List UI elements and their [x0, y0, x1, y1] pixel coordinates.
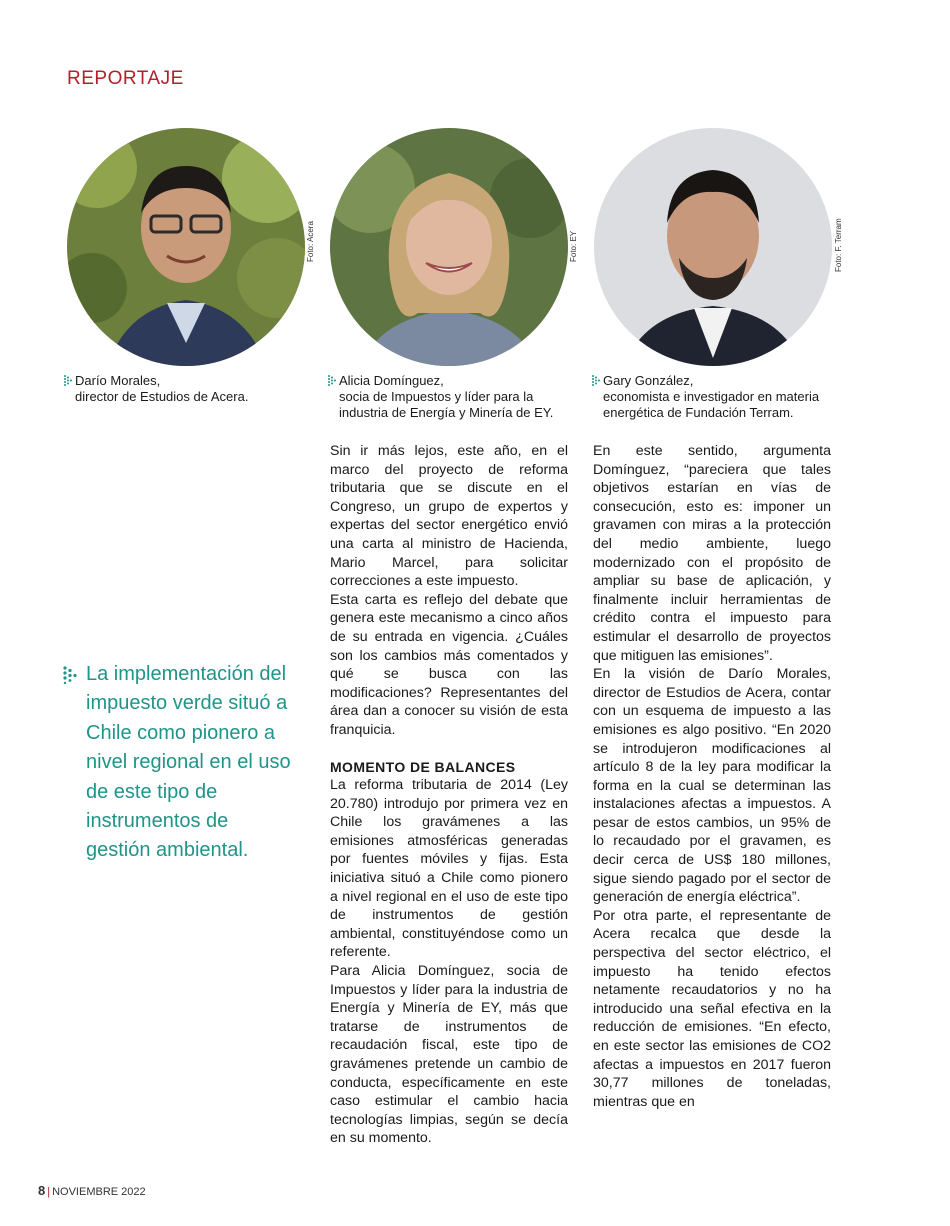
- article-column-right: [593, 442, 831, 1111]
- bullet-dots-icon: [592, 375, 601, 386]
- portrait-gary-gonzalez: [594, 128, 832, 366]
- caption-name: Gary González,: [603, 373, 694, 388]
- portrait-photo: [330, 128, 568, 366]
- section-label: REPORTAJE: [67, 68, 184, 89]
- caption-name: Darío Morales,: [75, 373, 161, 388]
- portrait-dario-morales: [67, 128, 305, 366]
- page-footer: [38, 1183, 146, 1198]
- photo-credit: Foto: EY: [569, 230, 578, 262]
- bullet-dots-icon: [64, 375, 73, 386]
- paragraph: En este sentido, argumenta Domínguez, “pareciera que tales objetivos estarían en vías de consecución, esto es: imponer un gravamen con miras a la protección del medio ambiente, luego modernizado con el propósito de ampliar su base de aplicación, y finalmente incluir herramientas de crédito contra el impuesto para estimular el desarrollo de proyectos que mitiguen las emisiones”.: [593, 443, 831, 664]
- caption-alicia-dominguez: [339, 373, 589, 421]
- paragraph: En la visión de Darío Morales, director de Estudios de Acera, contar con un esquema de impuesto a las emisiones es algo positivo. “En 2020 se introdujeron modificaciones al artículo 8 de la ley para modificar la forma en la cual se determinan las instalaciones afectas a impuestos. A pesar de estos cambios, un 95% de lo recaudado por el gravamen, es decir cerca de US$ 180 millones, sigue siendo pagado por el sector de generación de energía eléctrica”.: [593, 666, 831, 906]
- pullquote: La implementación del impuesto verde situó a Chile como pionero a nivel regional en el uso de este tipo de instrumentos de gestión ambiental.: [86, 663, 291, 862]
- caption-role: economista e investigador en materia: [603, 389, 820, 404]
- caption-role: industria de Energía y Minería de EY.: [339, 405, 554, 420]
- paragraph: Para Alicia Domínguez, socia de Impuestos y líder para la industria de Energía y Minería de EY, más que tratarse de instrumentos de recaudación fiscal, este tipo de gravámenes pretende un cambio de conducta, específicamente en este caso estimular el cambio hacia tecnologías limpias, según se decía en su momento.: [330, 963, 568, 1147]
- caption-dario-morales: [75, 373, 315, 405]
- footer-separator: |: [47, 1186, 51, 1198]
- photo-credit: Foto: F. Terram: [834, 218, 843, 272]
- caption-gary-gonzalez: [603, 373, 863, 421]
- paragraph: Sin ir más lejos, este año, en el marco del proyecto de reforma tributaria que se discute en el Congreso, un grupo de expertos y expertas del sector energético envió una carta al ministro de Hacienda, Mario Marcel, para solicitar correcciones a este impuesto.: [330, 443, 568, 590]
- issue-date: NOVIEMBRE 2022: [52, 1186, 146, 1198]
- caption-role: energética de Fundación Terram.: [603, 405, 794, 420]
- page-number: 8: [38, 1183, 46, 1198]
- paragraph: Esta carta es reflejo del debate que genera este mecanismo a cinco años de su entrada en vigencia. ¿Cuáles son los cambios más comentados y qué se busca con las modificaciones? Representantes del área dan a conocer su visión de esta franquicia.: [330, 591, 568, 738]
- caption-role: socia de Impuestos y líder para la: [339, 389, 534, 404]
- portrait-alicia-dominguez: [330, 128, 568, 366]
- article-column-middle: [330, 442, 568, 1148]
- caption-role: director de Estudios de Acera.: [75, 389, 249, 404]
- caption-name: Alicia Domínguez,: [339, 373, 444, 388]
- bullet-dots-icon: [328, 375, 337, 386]
- spacer: [330, 740, 568, 758]
- paragraph: La reforma tributaria de 2014 (Ley 20.780) introdujo por primera vez en Chile los gravámenes a las emisiones atmosféricas generadas por fuentes móviles y fijas. Esta iniciativa situó a Chile como pionero a nivel regional en el uso de este tipo de instrumentos de gestión ambiental, constituyéndose como un referente.: [330, 777, 568, 961]
- photo-credit: Foto: Acera: [306, 221, 315, 262]
- section-heading: MOMENTO DE BALANCES: [330, 758, 516, 775]
- portrait-photo: [67, 128, 305, 366]
- pullquote-dots-icon: [63, 666, 77, 684]
- portrait-photo: [594, 128, 832, 366]
- paragraph: Por otra parte, el representante de Acera recalca que desde la perspectiva del sector eléctrico, el impuesto ha tenido efectos netamente recaudatorios y no ha introducido una señal efectiva en la reducción de emisiones. “En efecto, en este sector las emisiones de CO2 afectas a impuestos en 2017 fueron 30,77 millones de toneladas, mientras que en: [593, 907, 831, 1110]
